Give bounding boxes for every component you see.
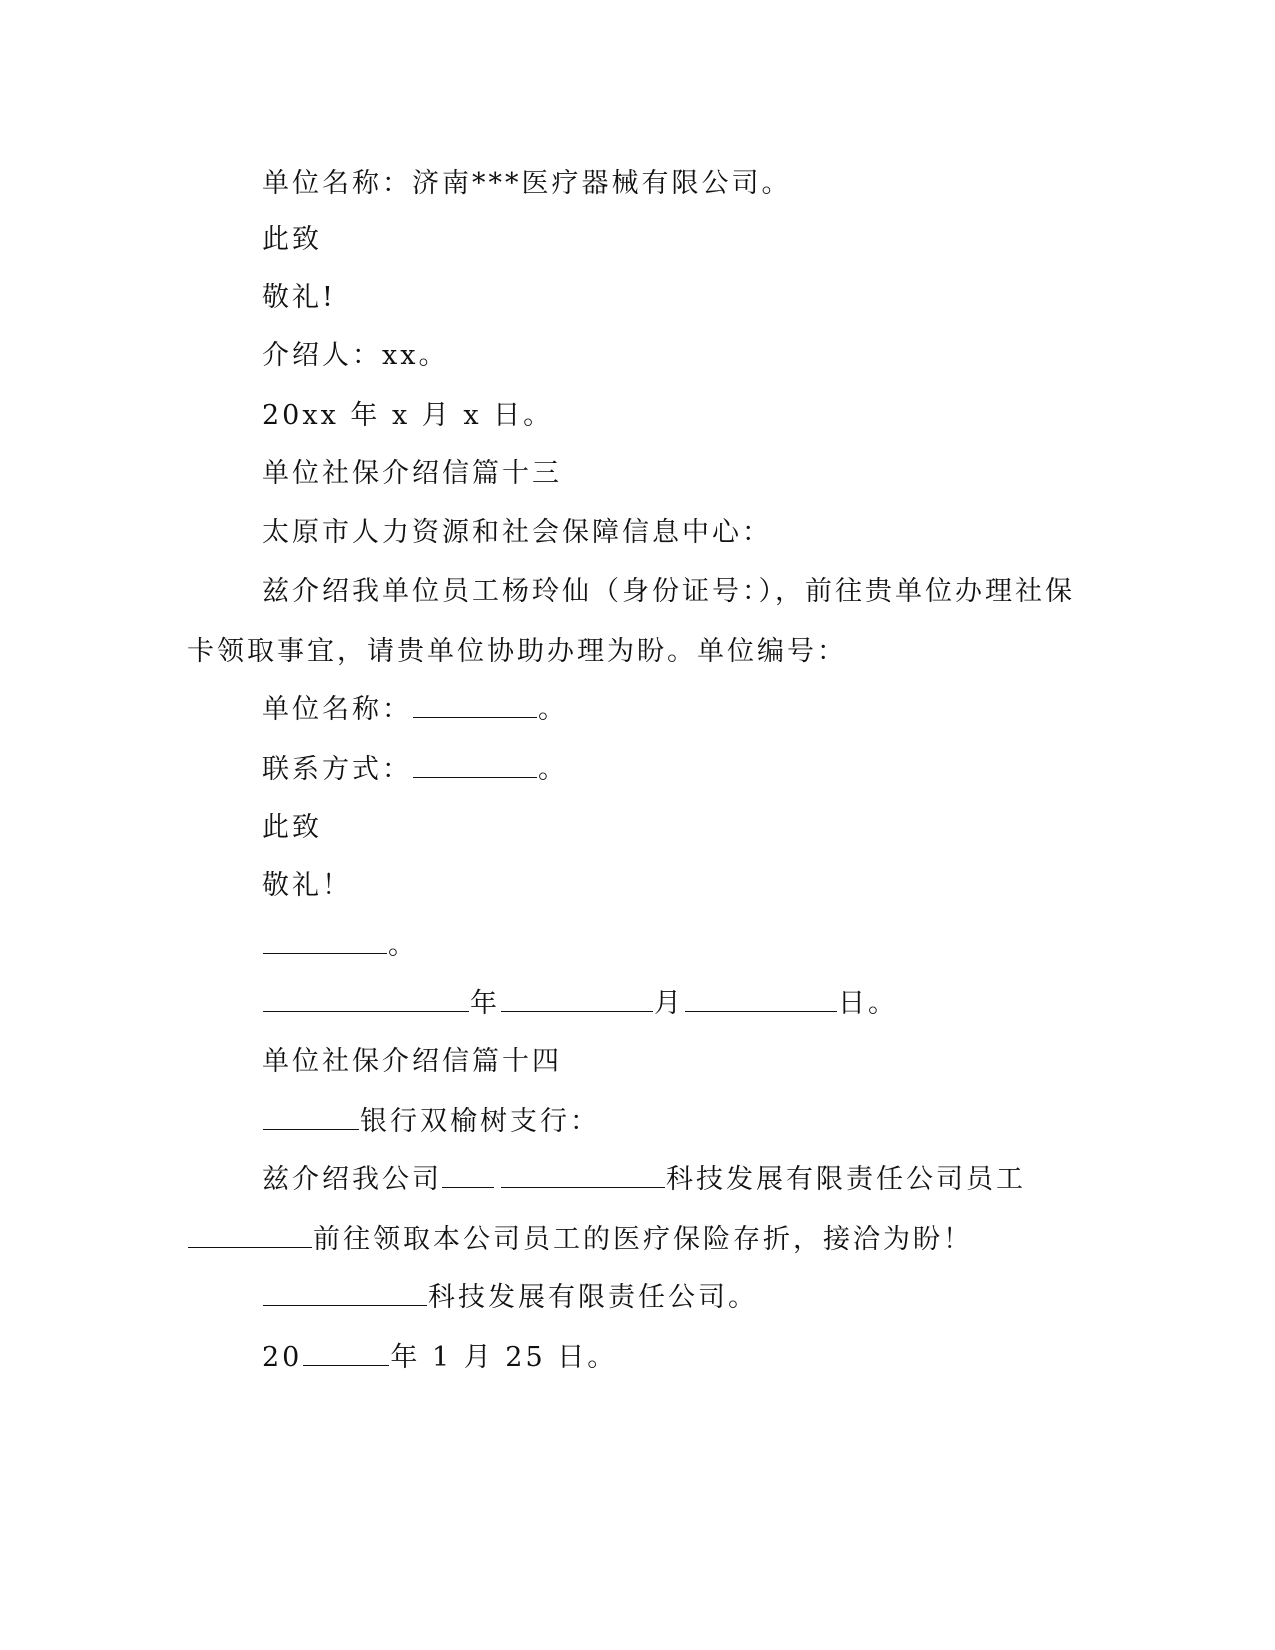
- company-sign-text: 科技发展有限责任公司。: [428, 1282, 758, 1313]
- em-dash: [442, 1170, 494, 1188]
- salutation-line: 敬礼!: [262, 282, 336, 313]
- contact-blank: [413, 753, 537, 778]
- company-blank: [501, 1163, 665, 1188]
- body-paragraph-line-1: 兹介绍我单位员工杨玲仙（身份证号：），前往贵单位办理社保: [262, 576, 1075, 607]
- signature-end: 。: [388, 930, 418, 961]
- year-label: 年: [470, 988, 500, 1019]
- employee-blank: [188, 1223, 312, 1248]
- recipient-line: 太原市人力资源和社会保障信息中心：: [262, 517, 772, 548]
- closing-line-2: 此致: [262, 812, 322, 843]
- contact-field-line: [262, 752, 568, 788]
- month-label: 月: [654, 988, 684, 1019]
- purpose-text: 前往领取本公司员工的医疗保险存折，接洽为盼！: [313, 1224, 973, 1255]
- signature-blank: [263, 929, 387, 954]
- contact-end: 。: [538, 754, 568, 785]
- month-blank: [501, 987, 653, 1012]
- bank-recipient-line: [262, 1104, 600, 1140]
- unit-name-label: 单位名称：: [262, 694, 412, 725]
- closing-line: 此致: [262, 224, 322, 255]
- final-date-line: [262, 1340, 617, 1376]
- year-prefix: 20: [262, 1342, 303, 1373]
- day-blank: [685, 987, 837, 1012]
- intro-text: 兹介绍我公司: [262, 1164, 442, 1195]
- year-suffix-blank: [303, 1341, 389, 1366]
- signature-line: [262, 928, 418, 964]
- section-heading-13: 单位社保介绍信篇十三: [262, 458, 562, 489]
- company-sign-blank: [263, 1281, 427, 1306]
- unit-name-field-line: [262, 692, 568, 728]
- year-blank: [263, 987, 469, 1012]
- company-signature-line: [262, 1280, 758, 1316]
- bank-text: 银行双榆树支行：: [360, 1106, 600, 1137]
- salutation-line-2: 敬礼！: [262, 870, 352, 901]
- date-blank-line: [262, 986, 898, 1022]
- bank-blank: [263, 1105, 359, 1130]
- section-heading-14: 单位社保介绍信篇十四: [262, 1046, 562, 1077]
- final-date-text: 年 1 月 25 日。: [390, 1342, 618, 1373]
- unit-name-end: 。: [538, 694, 568, 725]
- body-paragraph-14-line-2: [187, 1222, 973, 1258]
- company-suffix: 科技发展有限责任公司员工: [666, 1164, 1026, 1195]
- body-paragraph-14-line-1: [262, 1162, 1026, 1198]
- introducer-line: 介绍人：xx。: [262, 340, 449, 371]
- unit-name-line: 单位名称：济南***医疗器械有限公司。: [262, 168, 792, 199]
- body-paragraph-line-2: 卡领取事宜，请贵单位协助办理为盼。单位编号：: [187, 636, 847, 667]
- unit-name-blank: [413, 693, 537, 718]
- date-line: 20xx 年 x 月 x 日。: [262, 400, 554, 431]
- day-label: 日。: [838, 988, 898, 1019]
- contact-label: 联系方式：: [262, 754, 412, 785]
